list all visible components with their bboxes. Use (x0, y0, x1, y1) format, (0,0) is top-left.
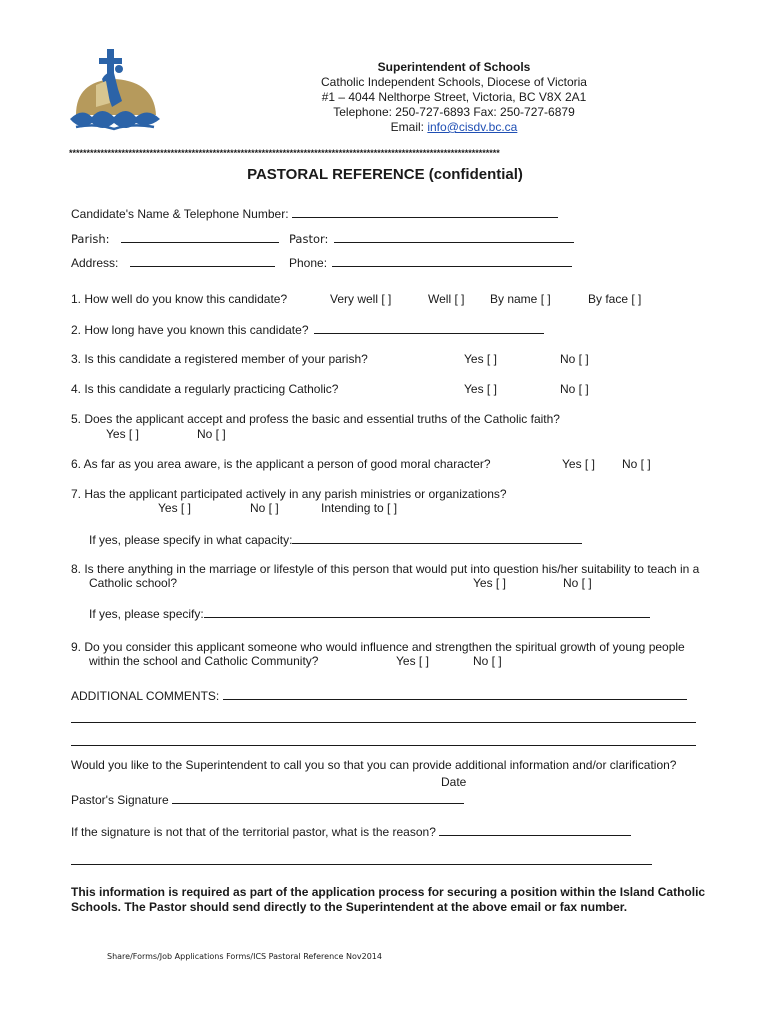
q7-yes-checkbox[interactable]: Yes [ ] (158, 501, 191, 515)
diocese-logo (66, 45, 162, 133)
pastor-label: Pastor: (289, 232, 329, 246)
q9-yes-checkbox[interactable]: Yes [ ] (396, 654, 429, 668)
q8-no-checkbox[interactable]: No [ ] (563, 576, 592, 590)
diocese-cross-logo-icon (66, 45, 162, 133)
q2-field[interactable] (314, 322, 544, 334)
signature-row (71, 792, 464, 807)
parish-label: Parish: (71, 232, 110, 246)
q3-no-checkbox[interactable]: No [ ] (560, 352, 589, 366)
parish-field[interactable] (121, 231, 279, 243)
candidate-field[interactable] (292, 206, 558, 218)
reason-label: If the signature is not that of the territorial pastor, what is the reason? (71, 825, 436, 839)
question-9-cont: within the school and Catholic Community? (89, 654, 319, 668)
question-2: 2. How long have you known this candidate? (71, 323, 309, 337)
reason-field[interactable] (439, 824, 631, 836)
org-title: Superintendent of Schools (377, 60, 531, 74)
org-phone-fax: Telephone: 250-727-6893 Fax: 250-727-6879 (333, 105, 575, 119)
address-row (71, 255, 275, 270)
comments-row (71, 688, 687, 703)
date-label: Date (441, 775, 467, 789)
q1-well-checkbox[interactable]: Well [ ] (428, 292, 465, 306)
q7-intending-checkbox[interactable]: Intending to [ ] (321, 501, 398, 515)
submission-notice: This information is required as part of the application process for securing a position within the Island Catholic Schools. The Pastor should send directly to the Superintendent at the above email or fax number. (71, 885, 706, 914)
q8-specify-label: If yes, please specify: (89, 607, 204, 621)
q6-yes-checkbox[interactable]: Yes [ ] (562, 457, 595, 471)
reason-field-2[interactable] (71, 864, 652, 865)
q5-no-checkbox[interactable]: No [ ] (197, 427, 226, 441)
parish-row (71, 231, 279, 246)
phone-label: Phone: (289, 256, 328, 270)
q8-specify-row (89, 606, 650, 621)
question-9: 9. Do you consider this applicant someone who would influence and strengthen the spiritual growth of young people (71, 640, 685, 654)
org-name: Catholic Independent Schools, Diocese of Victoria (321, 75, 587, 89)
q7-specify-row (89, 532, 582, 547)
question-6: 6. As far as you area aware, is the applicant a person of good moral character? (71, 457, 491, 471)
q1-by-name-checkbox[interactable]: By name [ ] (490, 292, 551, 306)
org-address: #1 – 4044 Nelthorpe Street, Victoria, BC V8X 2A1 (321, 90, 587, 104)
address-field[interactable] (130, 255, 275, 267)
question-3: 3. Is this candidate a registered member of your parish? (71, 352, 368, 366)
signature-label: Pastor's Signature (71, 793, 169, 807)
q8-specify-field[interactable] (204, 606, 650, 618)
q3-yes-checkbox[interactable]: Yes [ ] (464, 352, 497, 366)
org-email-row (306, 120, 602, 135)
pastor-field[interactable] (334, 231, 574, 243)
comments-field-3[interactable] (71, 745, 696, 746)
q7-specify-label: If yes, please specify in what capacity: (89, 533, 293, 547)
question-5: 5. Does the applicant accept and profess the basic and essential truths of the Catholic faith? (71, 412, 560, 426)
q7-specify-field[interactable] (292, 532, 582, 544)
phone-field[interactable] (332, 255, 572, 267)
question-8-cont: Catholic school? (89, 576, 178, 590)
question-7: 7. Has the applicant participated actively in any parish ministries or organizations? (71, 487, 507, 501)
q8-yes-checkbox[interactable]: Yes [ ] (473, 576, 506, 590)
question-2-row (71, 322, 544, 337)
file-path: Share/Forms/Job Applications Forms/ICS Pastoral Reference Nov2014 (107, 952, 382, 961)
candidate-label: Candidate's Name & Telephone Number: (71, 207, 289, 221)
q5-yes-checkbox[interactable]: Yes [ ] (106, 427, 139, 441)
pastor-row (289, 231, 574, 246)
q4-no-checkbox[interactable]: No [ ] (560, 382, 589, 396)
q7-no-checkbox[interactable]: No [ ] (250, 501, 279, 515)
reason-row (71, 824, 631, 839)
q9-no-checkbox[interactable]: No [ ] (473, 654, 502, 668)
q4-yes-checkbox[interactable]: Yes [ ] (464, 382, 497, 396)
form-title: PASTORAL REFERENCE (confidential) (247, 166, 523, 183)
q1-by-face-checkbox[interactable]: By face [ ] (588, 292, 642, 306)
letterhead (306, 60, 602, 135)
signature-field[interactable] (172, 792, 464, 804)
call-question: Would you like to the Superintendent to call you so that you can provide additional information and/or clarification? (71, 758, 677, 772)
question-1: 1. How well do you know this candidate? (71, 292, 288, 306)
comments-field-2[interactable] (71, 722, 696, 723)
q6-no-checkbox[interactable]: No [ ] (622, 457, 651, 471)
candidate-row (71, 206, 558, 221)
address-label: Address: (71, 256, 119, 270)
comments-label: ADDITIONAL COMMENTS: (71, 689, 220, 703)
email-link[interactable]: info@cisdv.bc.ca (427, 120, 518, 134)
phone-row (289, 255, 572, 270)
email-label: Email: (390, 120, 424, 134)
question-8: 8. Is there anything in the marriage or lifestyle of this person that would put into question his/her suitability to teach in a (71, 562, 700, 576)
divider-stars: *************************************************************************************************************************** (69, 148, 500, 158)
q1-very-well-checkbox[interactable]: Very well [ ] (330, 292, 392, 306)
question-4: 4. Is this candidate a regularly practicing Catholic? (71, 382, 339, 396)
comments-field-1[interactable] (223, 688, 687, 700)
